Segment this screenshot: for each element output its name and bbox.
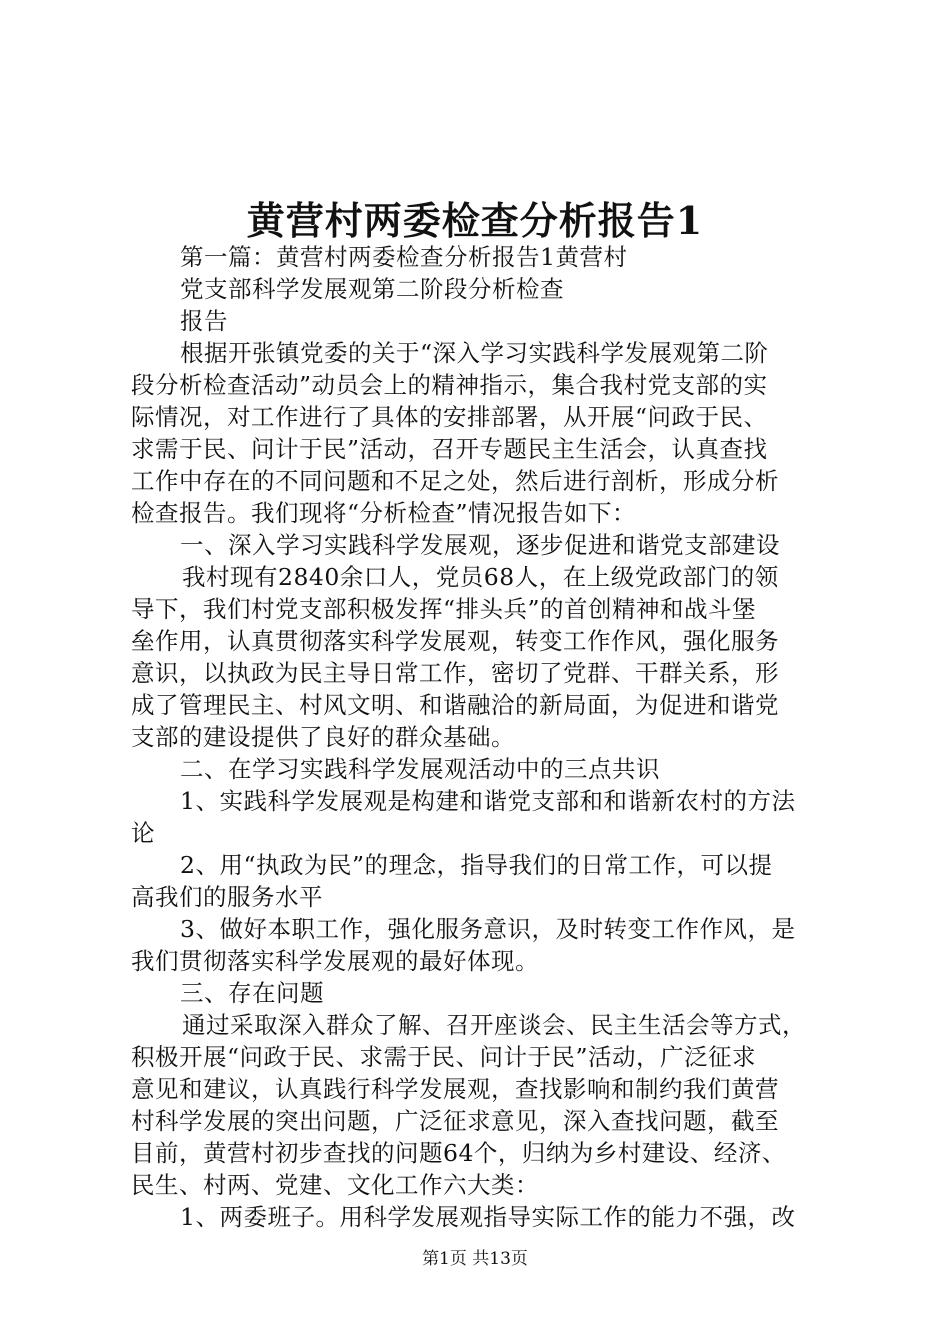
body-line: 导下，我们村党支部积极发挥“排头兵”的首创精神和战斗堡	[131, 595, 757, 623]
body-line: 我们贯彻落实科学发展观的最好体现。	[131, 947, 539, 975]
body-line: 论	[131, 819, 155, 847]
body-line: 检查报告。我们现将“分析检查”情况报告如下：	[131, 499, 637, 527]
body-line: 三、存在问题	[180, 979, 324, 1007]
document-title: 黄营村两委检查分析报告1	[246, 198, 704, 243]
body-line: 一、深入学习实践科学发展观，逐步促进和谐党支部建设	[180, 531, 780, 559]
body-line: 村科学发展的突出问题，广泛征求意见，深入查找问题，截至	[131, 1107, 779, 1135]
body-line: 我村现有2840余口人，党员68人，在上级党政部门的领	[182, 563, 779, 591]
page-footer: 第1页 共13页	[422, 1249, 528, 1269]
body-line: 2、用“执政为民”的理念，指导我们的日常工作，可以提	[180, 851, 773, 879]
body-line: 意见和建议，认真践行科学发展观，查找影响和制约我们黄营	[131, 1075, 779, 1103]
body-line: 民生、村两、党建、文化工作六大类：	[131, 1171, 539, 1199]
body-line: 垒作用，认真贯彻落实科学发展观，转变工作作风，强化服务	[131, 627, 779, 655]
body-line: 根据开张镇党委的关于“深入学习实践科学发展观第二阶	[180, 339, 769, 367]
body-line: 支部的建设提供了良好的群众基础。	[131, 723, 515, 751]
body-line: 际情况，对工作进行了具体的安排部署，从开展“问政于民、	[131, 403, 768, 431]
body-line: 意识，以执政为民主导日常工作，密切了党群、干群关系，形	[131, 659, 779, 687]
body-line: 高我们的服务水平	[131, 883, 323, 911]
body-line: 二、在学习实践科学发展观活动中的三点共识	[180, 755, 660, 783]
body-line: 成了管理民主、村风文明、和谐融洽的新局面，为促进和谐党	[131, 691, 779, 719]
body-line: 求需于民、问计于民”活动，召开专题民主生活会，认真查找	[131, 435, 768, 463]
body-line: 3、做好本职工作，强化服务意识，及时转变工作作风，是	[180, 915, 796, 943]
body-line: 积极开展“问政于民、求需于民、问计于民”活动，广泛征求	[131, 1043, 757, 1071]
body-line: 段分析检查活动”动员会上的精神指示，集合我村党支部的实	[131, 371, 768, 399]
body-line: 党支部科学发展观第二阶段分析检查	[180, 275, 564, 303]
body-line: 报告	[180, 307, 228, 335]
body-line: 通过采取深入群众了解、召开座谈会、民主生活会等方式，	[182, 1011, 806, 1039]
body-line: 第一篇：黄营村两委检查分析报告1黄营村	[180, 243, 628, 271]
body-line: 1、实践科学发展观是构建和谐党支部和和谐新农村的方法	[180, 787, 796, 815]
body-line: 工作中存在的不同问题和不足之处，然后进行剖析，形成分析	[131, 467, 779, 495]
body-line: 1、两委班子。用科学发展观指导实际工作的能力不强，改	[180, 1203, 796, 1231]
body-line: 目前，黄营村初步查找的问题64个，归纳为乡村建设、经济、	[131, 1139, 786, 1167]
